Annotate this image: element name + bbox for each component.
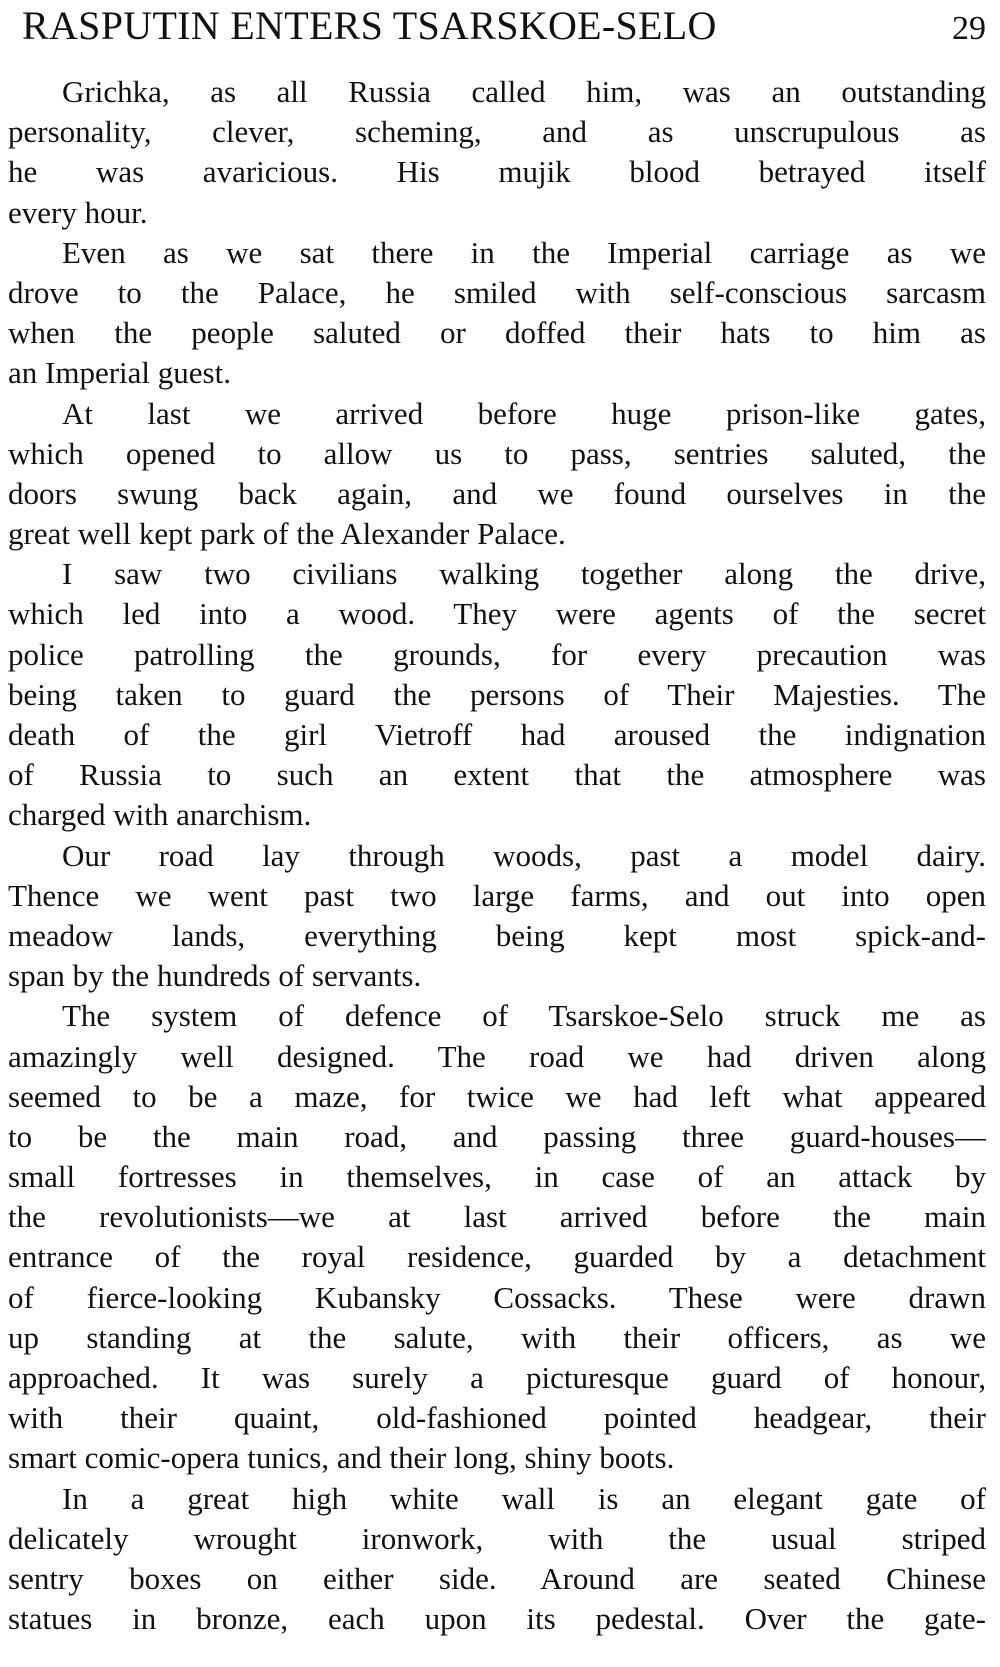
text-line: being taken to guard the persons of Their Majesties. The — [8, 676, 986, 712]
paragraph — [8, 233, 986, 394]
paragraph — [8, 836, 986, 997]
text-line: the revolutionists—we at last arrived before the main — [8, 1199, 986, 1235]
text-line: which led into a wood. They were agents of the secret — [8, 596, 986, 632]
paragraph — [8, 394, 986, 555]
text-line: which opened to allow us to pass, sentries saluted, the — [8, 435, 986, 471]
text-line: Grichka, as all Russia called him, was an outstanding — [62, 74, 986, 109]
text-line: seemed to be a maze, for twice we had left what appeared — [8, 1078, 986, 1114]
text-line: approached. It was surely a picturesque guard of honour, — [8, 1360, 986, 1395]
paragraph — [8, 1479, 986, 1640]
text-line: statues in bronze, each upon its pedestal. Over the gate- — [8, 1601, 986, 1637]
page-number: 29 — [952, 10, 986, 47]
text-line: when the people saluted or doffed their hats to him as — [8, 315, 986, 351]
text-line: an Imperial guest. — [8, 355, 231, 391]
text-line: of Russia to such an extent that the atmosphere was — [8, 757, 986, 793]
text-line: At last we arrived before huge prison-like gates, — [62, 395, 986, 431]
text-line: up standing at the salute, with their officers, as we — [8, 1319, 986, 1355]
paragraph — [8, 72, 986, 233]
text-line: entrance of the royal residence, guarded by a detachment — [8, 1239, 986, 1275]
text-line: doors swung back again, and we found ourselves in the — [8, 475, 986, 511]
text-line: amazingly well designed. The road we had driven along — [8, 1038, 986, 1074]
paragraph — [8, 996, 986, 1478]
text-line: In a great high white wall is an elegant gate of — [62, 1480, 986, 1516]
paragraph — [8, 554, 986, 835]
text-line: great well kept park of the Alexander Palace. — [8, 516, 566, 552]
text-line: charged with anarchism. — [8, 797, 312, 833]
text-line: every hour. — [8, 194, 148, 230]
text-line: of fierce-looking Kubansky Cossacks. These were drawn — [8, 1279, 986, 1315]
text-line: The system of defence of Tsarskoe-Selo struck me as — [62, 998, 986, 1034]
text-line: Our road lay through woods, past a model dairy. — [62, 837, 986, 873]
text-line: drove to the Palace, he smiled with self-conscious sarcasm — [8, 274, 986, 310]
text-line: I saw two civilians walking together along the drive, — [62, 556, 986, 592]
text-line: personality, clever, scheming, and as unscrupulous as — [8, 114, 986, 150]
page-header — [22, 4, 986, 62]
text-line: with their quaint, old-fashioned pointed headgear, their — [8, 1400, 986, 1436]
running-head: RASPUTIN ENTERS TSARSKOE-SELO — [22, 3, 717, 48]
body-text — [8, 72, 986, 1639]
text-line: small fortresses in themselves, in case of an attack by — [8, 1159, 986, 1195]
text-line: sentry boxes on either side. Around are seated Chinese — [8, 1560, 986, 1596]
text-line: he was avaricious. His mujik blood betrayed itself — [8, 154, 986, 190]
text-line: to be the main road, and passing three guard-houses— — [8, 1118, 986, 1154]
text-line: span by the hundreds of servants. — [8, 958, 422, 994]
text-line: Thence we went past two large farms, and out into open — [8, 877, 986, 913]
text-line: Even as we sat there in the Imperial carriage as we — [62, 234, 986, 270]
text-line: meadow lands, everything being kept most spick-and- — [8, 917, 986, 953]
text-line: delicately wrought ironwork, with the usual striped — [8, 1520, 986, 1556]
text-line: police patrolling the grounds, for every precaution was — [8, 636, 986, 672]
text-line: death of the girl Vietroff had aroused the indignation — [8, 717, 986, 752]
text-line: smart comic-opera tunics, and their long, shiny boots. — [8, 1440, 675, 1476]
